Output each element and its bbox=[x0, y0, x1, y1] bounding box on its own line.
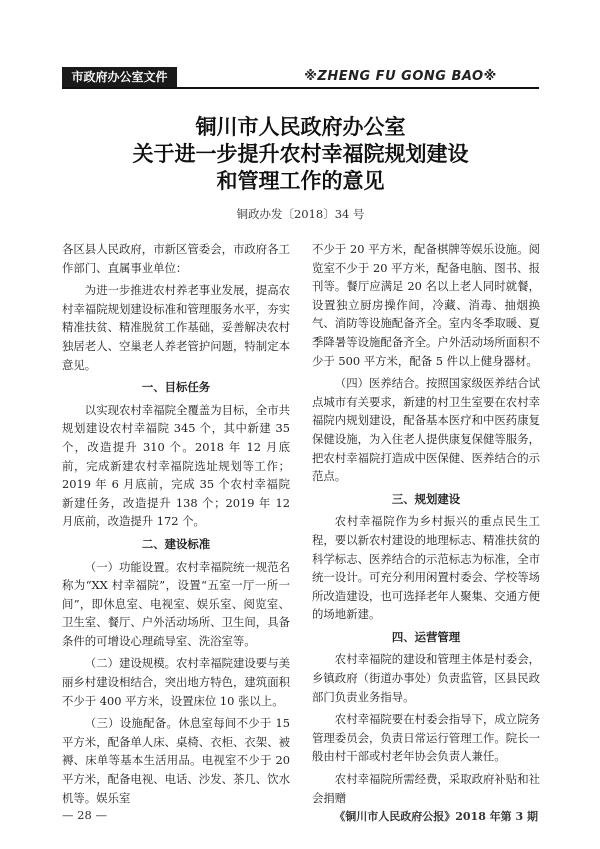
journal-name: 《铜川市人民政府公报》2018 年第 3 期 bbox=[334, 810, 538, 823]
document-number: 铜政办发〔2018〕34 号 bbox=[236, 207, 365, 221]
section-heading-operation: 四、运营管理 bbox=[391, 629, 461, 644]
paragraph-facilities: （三）设施配备。休息室每间不少于 15 平方米，配备单人床、桌椅、衣柜、衣架、被褥、床单等基本生活用品。电视室不少于 20 平方米，配备电视、电话、沙发、茶几、饮水机等。娱乐室 bbox=[62, 716, 290, 805]
document-title-line-3: 和管理工作的意见 bbox=[216, 168, 385, 193]
paragraph-operation-2: 农村幸福院要在村委会指导下，成立院务管理委员会，负责日常运行管理工作。院长一般由村干部或村老年协会负责人兼任。 bbox=[312, 712, 540, 764]
document-title-line-2: 关于进一步提升农村幸福院规划建设 bbox=[132, 141, 469, 166]
section-heading-standards: 二、建设标准 bbox=[141, 536, 211, 551]
paragraph-facilities-cont: 不少于 20 平方米，配备棋牌等娱乐设施。阅览室不少于 20 平方米，配备电脑、图书、报刊等。餐厅应满足 20 名以上老人同时就餐，设置独立厨房操作间，冷藏、消毒、抽烟换气、消防等设施配备齐全。室内冬季取暖、夏季降暑等设施配备齐全。户外活动场所面积不少于 500 平方米，配备 5 件以上健身器材。 bbox=[312, 242, 540, 368]
publication-name: ※ZHENG FU GONG BAO※ bbox=[304, 69, 497, 84]
paragraph-medical: （四）医养结合。按照国家级医养结合试点城市有关要求，新建的村卫生室要在农村幸福院内规划建设，配备基本医疗和中医药康复保健设施，为入住老人提供康复保健等服务，把农村幸福院打造成中医保健、医养结合的示范点。 bbox=[312, 376, 540, 484]
section-heading-goals: 一、目标任务 bbox=[141, 380, 211, 395]
paragraph-function-setup: （一）功能设置。农村幸福院统一规范名称为“XX 村幸福院”，设置“五室一厅一所一间”，即休息室、电视室、娱乐室、阅览室、卫生室、餐厅、户外活动场所、卫生间，具备条件的可增设心理疏导室、洗浴室等。 bbox=[62, 559, 290, 648]
document-title-line-1: 铜川市人民政府办公室 bbox=[195, 114, 406, 139]
addressee: 各区县人民政府，市新区管委会，市政府各工作部门、直属事业单位： bbox=[62, 242, 290, 275]
paragraph-goals: 以实现农村幸福院全覆盖为目标，全市共规划建设农村幸福院 345 个，其中新建 35 个，改造提升 310 个。2018 年 12 月底前，完成新建农村幸福院选址规划等工作；2019 年 6 月底前，完成 35 个农村幸福院新建任务，改造提升 138 个；2019 年 12 月底前，改造提升 172 个。 bbox=[62, 402, 290, 529]
paragraph-operation-1: 农村幸福院的建设和管理主体是村委会，乡镇政府（街道办事处）负责监管，区县民政部门负责业务指导。 bbox=[312, 652, 540, 704]
section-tag: 市政府办公室文件 bbox=[62, 67, 177, 87]
section-heading-planning: 三、规划建设 bbox=[391, 491, 461, 506]
page-header bbox=[62, 67, 539, 89]
intro-paragraph: 为进一步推进农村养老事业发展，提高农村幸福院规划建设标准和管理服务水平，夯实精准扶贫、精准脱贫工作基础，妥善解决农村独居老人、空巢老人养老管护问题，特制定本意见。 bbox=[62, 283, 290, 372]
left-column bbox=[62, 240, 290, 811]
paragraph-scale: （二）建设规模。农村幸福院建设要与美丽乡村建设相结合，突出地方特色，建筑面积不少于 400 平方米，设置床位 10 张以上。 bbox=[62, 656, 290, 708]
page-number: — 28 — bbox=[62, 808, 107, 822]
right-column bbox=[312, 240, 540, 811]
paragraph-operation-3: 农村幸福院所需经费，采取政府补贴和社会捐赠 bbox=[312, 772, 540, 805]
paragraph-planning: 农村幸福院作为乡村振兴的重点民生工程，要以新农村建设的地理标志、精准扶贫的科学标志、医养结合的示范标志为标准，全市统一设计。可充分利用闲置村委会、学校等场所改造建设，也可选择老年人聚集、交通方便的场地新建。 bbox=[312, 514, 540, 622]
